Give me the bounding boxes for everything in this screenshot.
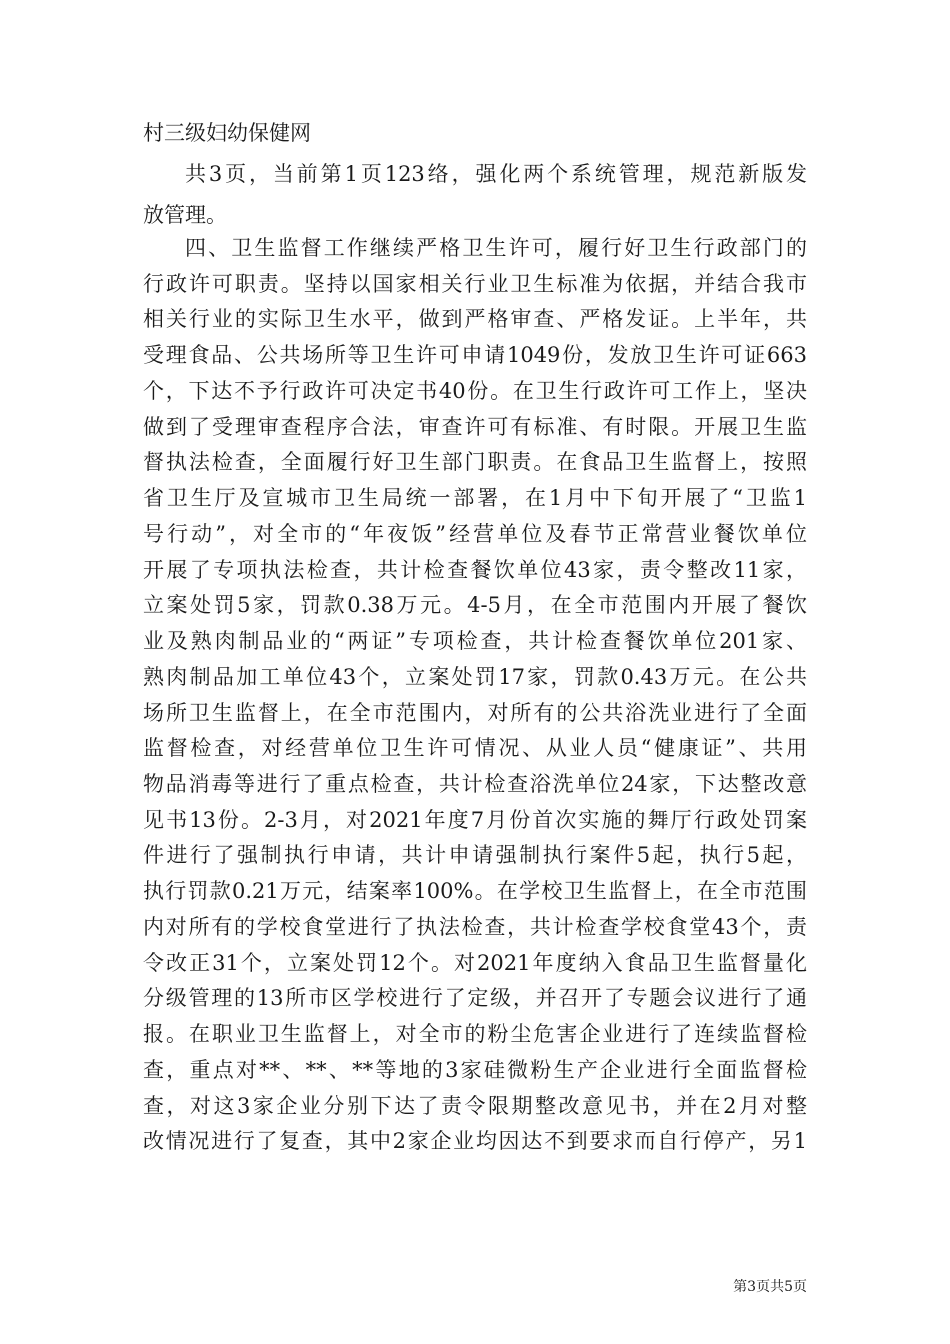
text-line: 相关行业的实际卫生水平，做到严格审查、严格发证。上半年，共: [143, 307, 807, 331]
text-line: 督执法检查，全面履行好卫生部门职责。在食品卫生监督上，按照: [143, 450, 807, 474]
text-line: 场所卫生监督上，在全市范围内，对所有的公共浴洗业进行了全面: [143, 701, 807, 725]
text-line: 村三级妇幼保健网: [143, 121, 311, 145]
page-number-footer: 第3页共5页: [733, 1279, 807, 1295]
text-line: 行政许可职责。坚持以国家相关行业卫生标准为依据，并结合我市: [143, 272, 807, 296]
text-line: 查，重点对**、**、**等地的3家硅微粉生产企业进行全面监督检: [143, 1058, 807, 1082]
text-line: 查，对这3家企业分别下达了责令限期整改意见书，并在2月对整: [143, 1094, 807, 1118]
text-line: 开展了专项执法检查，共计检查餐饮单位43家，责令整改11家，: [143, 558, 807, 582]
text-line: 熟肉制品加工单位43个，立案处罚17家，罚款0.43万元。在公共: [143, 665, 807, 689]
text-line: 改情况进行了复查，其中2家企业均因达不到要求而自行停产，另1: [143, 1129, 807, 1153]
text-line: 物品消毒等进行了重点检查，共计检查浴洗单位24家，下达整改意: [143, 772, 807, 796]
text-line: 号行动”，对全市的“年夜饭”经营单位及春节正常营业餐饮单位: [143, 522, 807, 546]
text-line: 内对所有的学校食堂进行了执法检查，共计检查学校食堂43个，责: [143, 915, 807, 939]
text-line: 省卫生厅及宣城市卫生局统一部署，在1月中下旬开展了“卫监1: [143, 486, 807, 510]
text-line: 令改正31个，立案处罚12个。对2021年度纳入食品卫生监督量化: [143, 951, 807, 975]
text-line: 件进行了强制执行申请，共计申请强制执行案件5起，执行5起，: [143, 843, 807, 867]
text-line: 监督检查，对经营单位卫生许可情况、从业人员“健康证”、共用: [143, 736, 807, 760]
text-line: 共3页，当前第1页123络，强化两个系统管理，规范新版发: [185, 162, 807, 186]
text-line: 个，下达不予行政许可决定书40份。在卫生行政许可工作上，坚决: [143, 379, 807, 403]
text-line: 做到了受理审查程序合法，审查许可有标准、有时限。开展卫生监: [143, 415, 807, 439]
text-line: 见书13份。2-3月，对2021年度7月份首次实施的舞厅行政处罚案: [143, 808, 807, 832]
text-line: 四、卫生监督工作继续严格卫生许可，履行好卫生行政部门的: [185, 236, 807, 260]
text-line: 受理食品、公共场所等卫生许可申请1049份，发放卫生许可证663: [143, 343, 807, 367]
text-line: 分级管理的13所市区学校进行了定级，并召开了专题会议进行了通: [143, 986, 807, 1010]
text-line: 执行罚款0.21万元，结案率100%。在学校卫生监督上，在全市范围: [143, 879, 807, 903]
text-line: 业及熟肉制品业的“两证”专项检查，共计检查餐饮单位201家、: [143, 629, 807, 653]
text-line: 放管理。: [143, 203, 227, 227]
text-line: 立案处罚5家，罚款0.38万元。4-5月，在全市范围内开展了餐饮: [143, 593, 807, 617]
text-line: 报。在职业卫生监督上，对全市的粉尘危害企业进行了连续监督检: [143, 1022, 807, 1046]
